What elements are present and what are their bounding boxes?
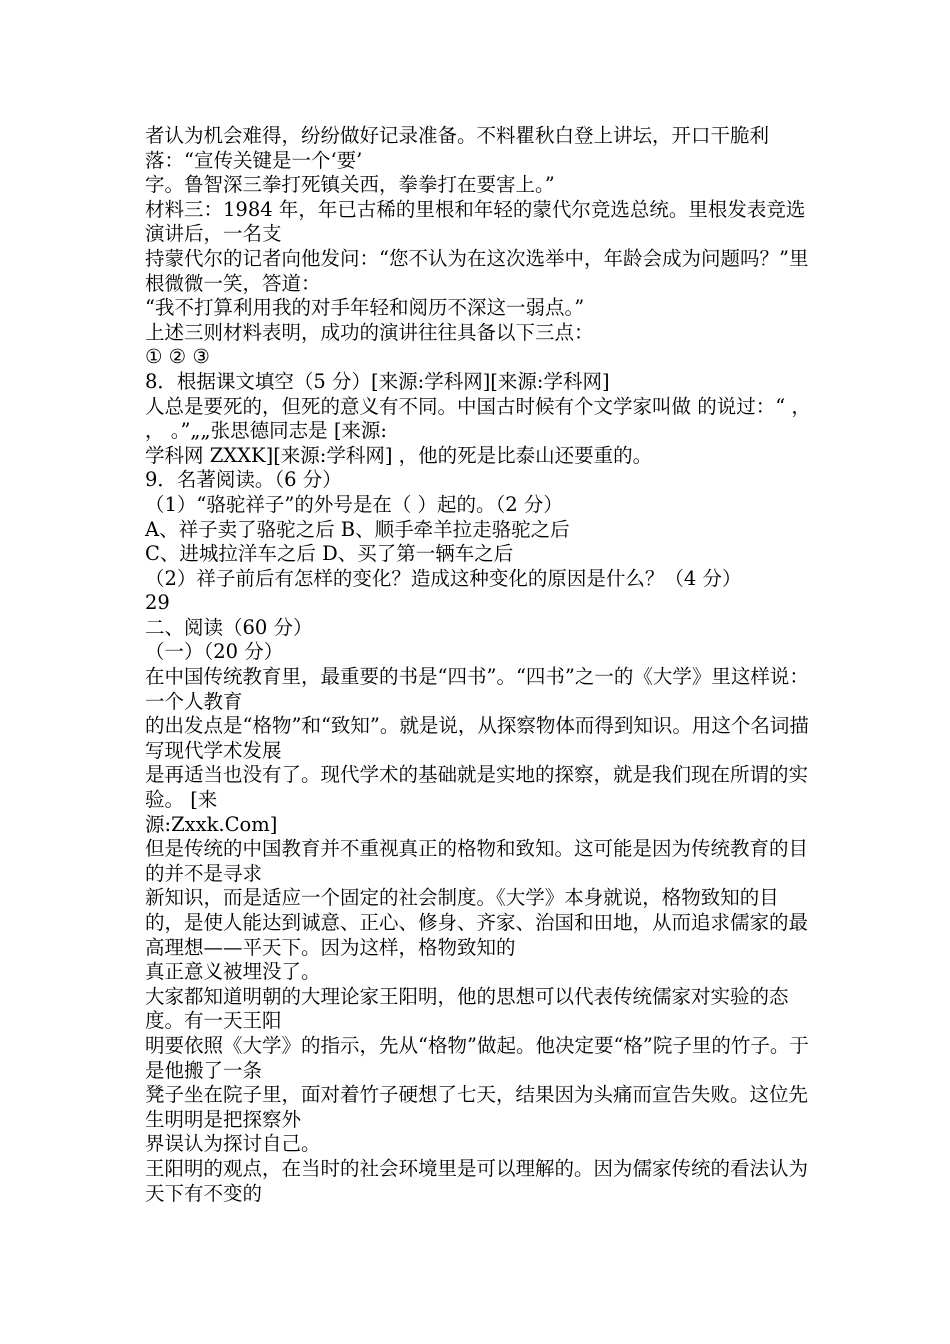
text-line-10: 学科网 ZXXK][来源:学科网] ，他的死是比泰山还要重的。 [145, 443, 653, 467]
question-9-part-2: （2）祥子前后有怎样的变化？造成这种变化的原因是什么？（4 分） [145, 566, 742, 590]
option-line-cd: C、进城拉洋车之后 D、买了第一辆车之后 [145, 542, 514, 566]
question-8-heading: 8．根据课文填空（5 分）[来源:学科网][来源:学科网] [145, 369, 610, 393]
text-line-6: 上述三则材料表明，成功的演讲往往具备以下三点： [145, 320, 594, 344]
option-line-ab: A、祥子卖了骆驼之后 B、顺手牵羊拉走骆驼之后 [145, 517, 570, 541]
text-line-21: 是再适当也没有了。现代学术的基础就是实地的探察，就是我们现在所谓的实验。 [来 [145, 763, 809, 812]
question-9-heading: 9．名著阅读。（6 分） [145, 468, 342, 492]
text-line-9: 人总是要死的，但死的意义有不同。中国古时候有个文学家叫做 的说过：“ ， ， 。”„„张思德同志是 [来源: [145, 394, 818, 443]
text-line-1: 者认为机会难得，纷纷做好记录准备。不料瞿秋白登上讲坛，开口干脆利落：“宣传关键是一个‘要’ [145, 124, 770, 172]
text-line-19: 在中国传统教育里，最重要的书是“四书”。“四书”之一的《大学》里这样说：一个人教育 [145, 665, 809, 713]
text-line-20: 的出发点是“格物”和“致知”。就是说，从探察物体而得到知识。用这个名词描写现代学术发展 [145, 714, 809, 762]
text-line-28: 凳子坐在院子里，面对着竹子硬想了七天，结果因为头痛而宣告失败。这位先生明明是把探察外 [145, 1083, 809, 1131]
text-line-4: 持蒙代尔的记者向他发问：“您不认为在这次选举中，年龄会成为问题吗？”里根微微一笑，答道： [145, 246, 809, 295]
text-line-2: 字。鲁智深三拳打死镇关西，拳拳打在要害上。” [145, 173, 555, 197]
text-line-24: 新知识，而是适应一个固定的社会制度。《大学》本身就说，格物致知的目的，是使人能达到诚意、正心、修身、齐家、治国和田地，从而追求儒家的最高理想——平天下。因为这样，格物致知的 [145, 886, 809, 959]
text-line-5: “我不打算利用我的对手年轻和阅历不深这一弱点。” [145, 296, 585, 320]
section-heading-reading: 二、阅读（60 分） [145, 615, 313, 639]
text-line-25: 真正意义被埋没了。 [145, 960, 321, 984]
text-line-26: 大家都知道明朝的大理论家王阳明，他的思想可以代表传统儒家对实验的态度。有一天王阳 [145, 984, 789, 1033]
question-9-part-1: （1）“骆驼祥子”的外号是在（ ）起的。（2 分） [145, 492, 563, 516]
page-number: 29 [145, 591, 170, 615]
text-line-3: 材料三：1984 年，年已古稀的里根和年轻的蒙代尔竞选总统。里根发表竞选演讲后，一名支 [145, 197, 806, 246]
text-line-29: 界误认为探讨自己。 [145, 1132, 321, 1156]
document-page [145, 124, 818, 1206]
text-line-30: 王阳明的观点，在当时的社会环境里是可以理解的。因为儒家传统的看法认为天下有不变的 [145, 1156, 809, 1205]
text-line-22: 源:Zxxk.Com] [145, 812, 278, 836]
text-line-7: ① ② ③ [145, 345, 210, 369]
subsection-heading-1: （一）（20 分） [145, 640, 284, 664]
text-line-23: 但是传统的中国教育并不重视真正的格物和致知。这可能是因为传统教育的目的并不是寻求 [145, 837, 809, 885]
text-line-27: 明要依照《大学》的指示，先从“格物”做起。他决定要“格”院子里的竹子。于是他搬了一条 [145, 1033, 809, 1082]
